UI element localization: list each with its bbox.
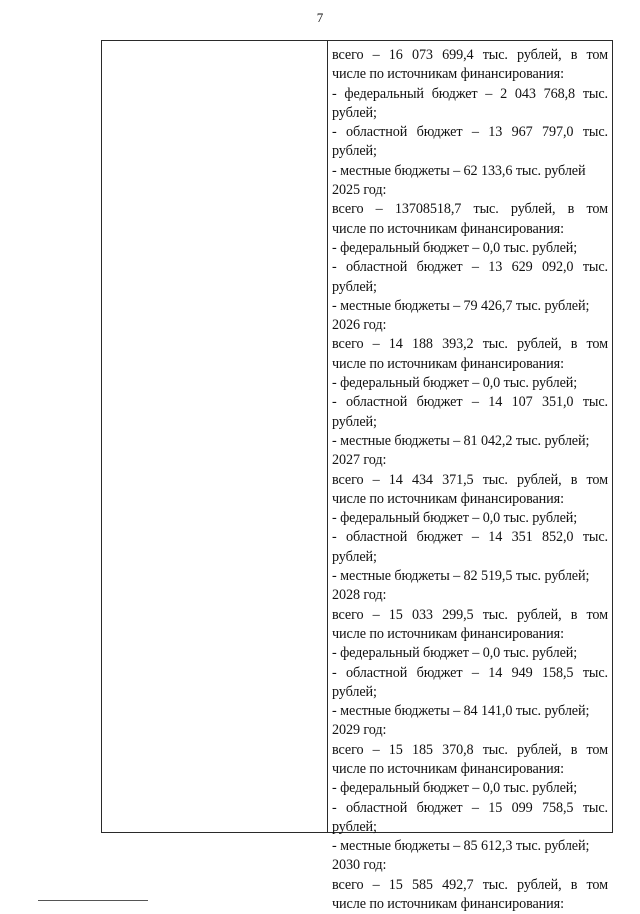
text-line: - федеральный бюджет – 0,0 тыс. рублей; bbox=[332, 375, 578, 392]
text-line: рублей; bbox=[332, 818, 377, 835]
text-line: - местные бюджеты – 79 426,7 тыс. рублей; bbox=[332, 297, 590, 314]
footnote-separator bbox=[38, 900, 148, 901]
text-line: - федеральный бюджет – 0,0 тыс. рублей; bbox=[332, 780, 578, 797]
text-line: рублей; bbox=[332, 143, 377, 160]
text-line: всего – 13708518,7 тыс. рублей, в том bbox=[332, 201, 608, 218]
text-line: числе по источникам финансирования: bbox=[332, 760, 564, 777]
table-right-cell bbox=[328, 41, 612, 913]
text-line: - федеральный бюджет – 0,0 тыс. рублей; bbox=[332, 645, 578, 662]
text-line: числе по источникам финансирования: bbox=[332, 490, 564, 507]
text-line: всего – 16 073 699,4 тыс. рублей, в том bbox=[332, 47, 608, 63]
text-line: рублей; bbox=[332, 413, 377, 430]
text-line: всего – 14 434 371,5 тыс. рублей, в том bbox=[332, 471, 608, 488]
text-line: - областной бюджет – 14 351 852,0 тыс. bbox=[332, 529, 608, 546]
text-line: - областной бюджет – 13 967 797,0 тыс. bbox=[332, 124, 608, 141]
text-line: 2030 год: bbox=[332, 857, 387, 874]
text-line: всего – 15 033 299,5 тыс. рублей, в том bbox=[332, 606, 608, 623]
text-line: 2025 год: bbox=[332, 182, 387, 199]
text-line: рублей; bbox=[332, 104, 377, 121]
text-line: рублей; bbox=[332, 683, 377, 700]
text-line: всего – 14 188 393,2 тыс. рублей, в том bbox=[332, 336, 608, 353]
text-line: - областной бюджет – 14 107 351,0 тыс. bbox=[332, 394, 608, 411]
text-line: рублей; bbox=[332, 278, 377, 295]
text-line: - областной бюджет – 13 629 092,0 тыс. bbox=[332, 259, 608, 276]
text-line: - местные бюджеты – 62 133,6 тыс. рублей bbox=[332, 162, 586, 179]
page-number: 7 bbox=[316, 10, 324, 25]
text-line: числе по источникам финансирования: bbox=[332, 355, 564, 372]
text-line: - областной бюджет – 15 099 758,5 тыс. bbox=[332, 799, 608, 816]
text-line: всего – 15 585 492,7 тыс. рублей, в том bbox=[332, 876, 608, 893]
text-line: - местные бюджеты – 85 612,3 тыс. рублей; bbox=[332, 838, 590, 855]
table-left-cell bbox=[102, 41, 328, 832]
text-line: 2029 год: bbox=[332, 722, 387, 739]
text-line: числе по источникам финансирования: bbox=[332, 220, 564, 237]
text-line: 2027 год: bbox=[332, 452, 387, 469]
text-line: - федеральный бюджет – 2 043 768,8 тыс. bbox=[332, 85, 608, 102]
text-line: 2028 год: bbox=[332, 587, 387, 604]
text-line: - областной бюджет – 14 949 158,5 тыс. bbox=[332, 664, 608, 681]
text-line: - местные бюджеты – 81 042,2 тыс. рублей; bbox=[332, 432, 590, 449]
text-line: числе по источникам финансирования: bbox=[332, 625, 564, 642]
text-line: - местные бюджеты – 82 519,5 тыс. рублей; bbox=[332, 568, 590, 585]
text-line: числе по источникам финансирования: bbox=[332, 66, 564, 83]
text-line: - местные бюджеты – 84 141,0 тыс. рублей; bbox=[332, 703, 590, 720]
text-line: числе по источникам финансирования: bbox=[332, 896, 564, 913]
text-line: - федеральный бюджет – 0,0 тыс. рублей; bbox=[332, 510, 578, 527]
funding-table bbox=[101, 40, 613, 913]
text-line: всего – 15 185 370,8 тыс. рублей, в том bbox=[332, 741, 608, 758]
text-line: рублей; bbox=[332, 548, 377, 565]
text-line: 2026 год: bbox=[332, 317, 387, 334]
text-line: - федеральный бюджет – 0,0 тыс. рублей; bbox=[332, 239, 578, 256]
